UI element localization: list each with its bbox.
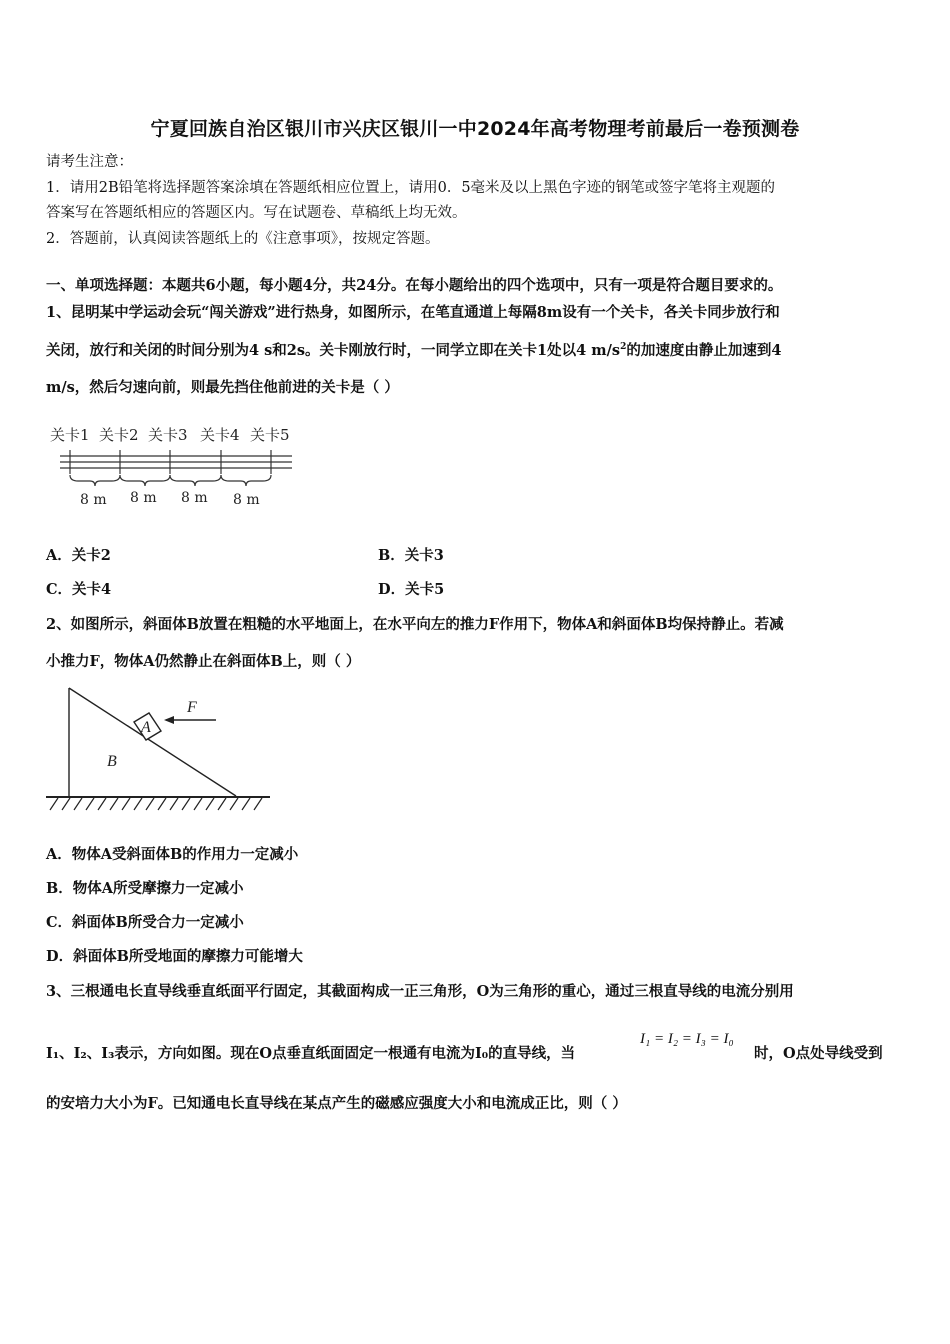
q1-line-2-text-b: 的加速度由静止加速到4 — [626, 342, 782, 359]
force-arrow-head — [164, 716, 174, 724]
page-title: 宁夏回族自治区银川市兴庆区银川一中2024年高考物理考前最后一卷预测卷 — [150, 118, 800, 140]
q2-option-c[interactable]: C．斜面体B所受合力一定减小 — [46, 914, 244, 931]
force-f-label: F — [187, 699, 197, 716]
incline-b-label: B — [107, 753, 117, 770]
q3-line-3: 的安培力大小为F。已知通电长直导线在某点产生的磁感应强度大小和电流成正比，则（ ） — [46, 1095, 627, 1112]
checkpoint-label-2: 关卡2 — [99, 426, 139, 444]
q3-line-1: 3、三根通电长直导线垂直纸面平行固定，其截面构成一正三角形，O为三角形的重心，通过三根直导线的电流分别用 — [46, 983, 794, 1000]
checkpoint-label-5: 关卡5 — [250, 426, 290, 444]
q1-option-d[interactable]: D．关卡5 — [378, 581, 445, 598]
checkpoint-label-3: 关卡3 — [148, 426, 188, 444]
incline-slope — [69, 688, 236, 796]
distance-brace-2 — [120, 475, 170, 486]
distance-brace-3 — [170, 475, 221, 486]
q1-line-2 — [46, 339, 781, 360]
distance-label-4: 8 m — [233, 492, 260, 508]
notice-item-1-line-2: 答案写在答题纸相应的答题区内。写在试题卷、草稿纸上均无效。 — [46, 205, 467, 221]
q2-line-2: 小推力F，物体A仍然静止在斜面体B上，则（ ） — [46, 653, 361, 670]
distance-label-2: 8 m — [130, 490, 157, 506]
q1-option-c[interactable]: C．关卡4 — [46, 581, 112, 598]
q1-line-1: 1、昆明某中学运动会玩“闯关游戏”进行热身，如图所示，在笔直通道上每隔8m设有一个关卡，各关卡同步放行和 — [46, 304, 780, 321]
distance-label-1: 8 m — [80, 492, 107, 508]
q3-line-2-part-a: I₁、I₂、I₃表示，方向如图。现在O点垂直纸面固定一根通有电流为I₀的直导线，当 — [46, 1045, 576, 1062]
q1-option-a[interactable]: A．关卡2 — [46, 547, 111, 564]
checkpoint-label-4: 关卡4 — [200, 426, 240, 444]
q2-line-1: 2、如图所示，斜面体B放置在粗糙的水平地面上，在水平向左的推力F作用下，物体A和斜面体B均保持静止。若减 — [46, 616, 784, 633]
distance-brace-1 — [70, 475, 120, 486]
section-heading: 一、单项选择题：本题共6小题，每小题4分，共24分。在每小题给出的四个选项中，只有一项是符合题目要求的。 — [46, 277, 783, 294]
notice-heading: 请考生注意： — [46, 154, 133, 170]
q1-line-2-text-a: 关闭，放行和关闭的时间分别为4 s和2s。关卡刚放行时，一同学立即在关卡1处以4 m/s — [46, 342, 621, 359]
checkpoint-label-1: 关卡1 — [50, 426, 90, 444]
q1-line-3: m/s，然后匀速向前，则最先挡住他前进的关卡是（ ） — [46, 379, 399, 396]
q2-option-d[interactable]: D．斜面体B所受地面的摩擦力可能增大 — [46, 948, 303, 965]
block-a-label: A — [141, 719, 151, 736]
q1-line-2-sup: 2 — [620, 342, 627, 353]
notice-item-1-line-1: 1．请用2B铅笔将选择题答案涂填在答题纸相应位置上，请用0．5毫米及以上黑色字迹的钢笔或签字笔将主观题的 — [46, 180, 776, 196]
distance-label-3: 8 m — [181, 490, 208, 506]
q2-incline-figure — [44, 680, 274, 815]
q3-equation: I₁ = I₂ = I₃ = I₀ — [640, 1031, 734, 1047]
q2-option-b[interactable]: B．物体A所受摩擦力一定减小 — [46, 880, 244, 897]
q1-checkpoint-figure — [50, 420, 310, 515]
notice-item-2: 2．答题前，认真阅读答题纸上的《注意事项》，按规定答题。 — [46, 231, 440, 247]
distance-brace-4 — [221, 475, 271, 486]
ground-hatching — [50, 798, 262, 810]
q1-option-b[interactable]: B．关卡3 — [378, 547, 444, 564]
q3-line-2-part-b: 时，O点处导线受到 — [754, 1045, 883, 1062]
q2-option-a[interactable]: A．物体A受斜面体B的作用力一定减小 — [46, 846, 299, 863]
